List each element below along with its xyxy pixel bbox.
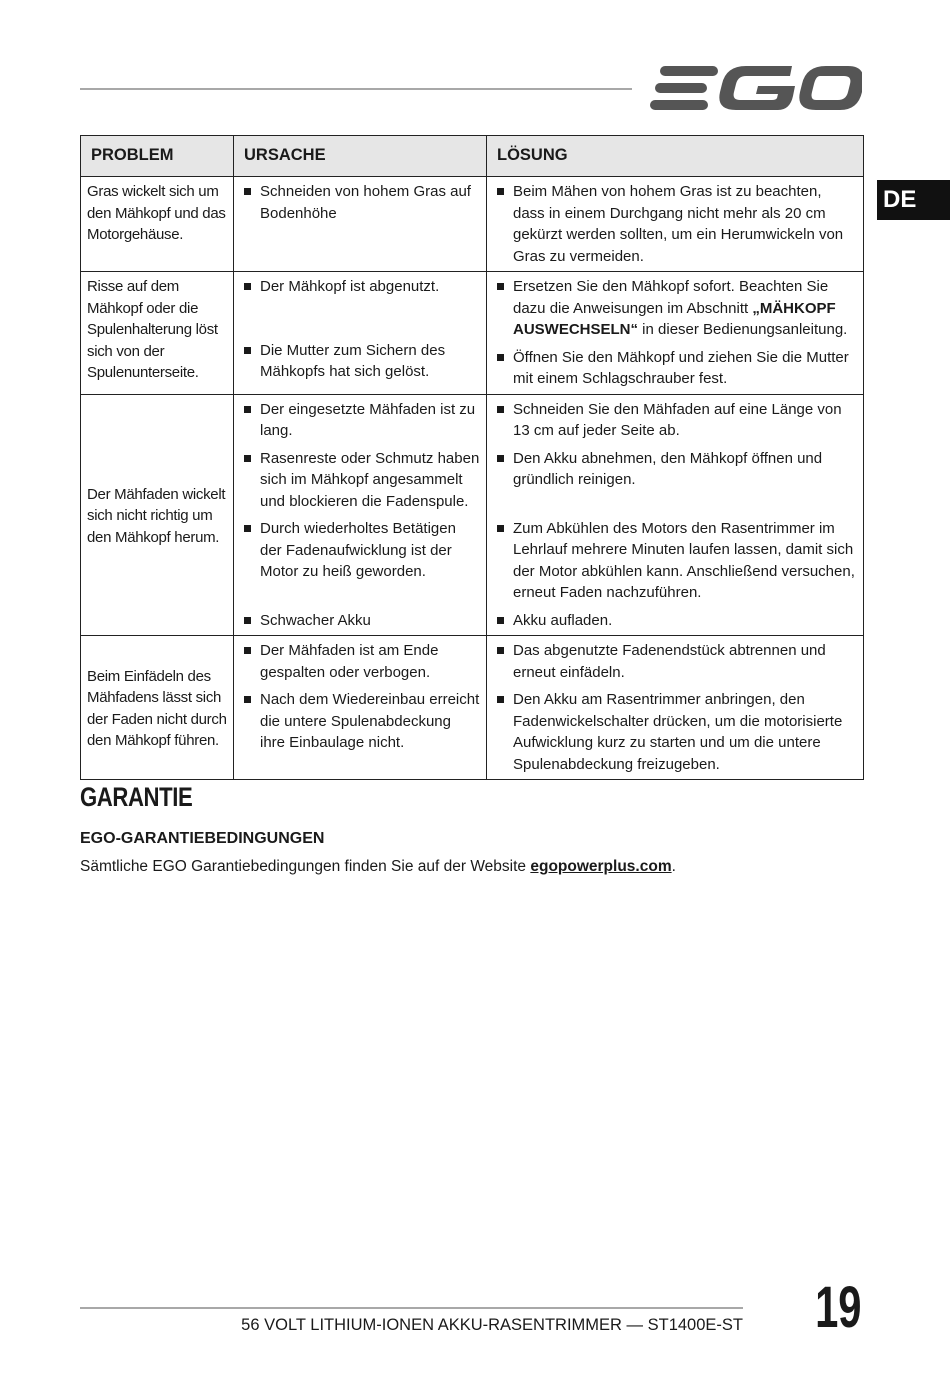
problem-cell: Der Mähfaden wickelt sich nicht richtig um den Mähkopf herum.: [81, 394, 234, 636]
solution-cell: [487, 636, 864, 780]
list-item: Schwacher Akku: [240, 610, 480, 632]
list-item: Das abgenutzte Fadenendstück abtrennen und erneut einfädeln.: [493, 640, 857, 683]
warranty-text: Sämtliche EGO Garantiebedingungen finden Sie auf der Website egopowerplus.com.: [80, 858, 676, 875]
bullet-icon: [497, 455, 504, 462]
bullet-icon: [497, 283, 504, 290]
list-item: Schneiden von hohem Gras auf Bodenhöhe: [240, 181, 480, 224]
cause-cell: [234, 636, 487, 780]
bullet-icon: [244, 406, 251, 413]
header-rule: [80, 88, 632, 90]
bullet-icon: [244, 647, 251, 654]
ego-logo: [650, 62, 862, 114]
list-item: Die Mutter zum Sichern des Mähkopfs hat sich gelöst.: [240, 340, 480, 383]
bullet-icon: [244, 696, 251, 703]
problem-cell: Beim Einfädeln des Mähfadens lässt sich der Faden nicht durch den Mähkopf führen.: [81, 636, 234, 780]
table-header-row: [81, 136, 864, 177]
list-item: Öffnen Sie den Mähkopf und ziehen Sie die Mutter mit einem Schlagschrauber fest.: [493, 347, 857, 390]
list-item: Ersetzen Sie den Mähkopf sofort. Beachten Sie dazu die Anweisungen im Abschnitt „MÄHKOPF AUSWECHSELN“ in dieser Bedienungsanleitung.: [493, 276, 857, 341]
bullet-icon: [244, 617, 251, 624]
list-item: Durch wiederholtes Betätigen der Fadenaufwicklung ist der Motor zu heiß geworden.: [240, 518, 480, 583]
bullet-icon: [497, 406, 504, 413]
solution-cell: [487, 394, 864, 636]
list-item: Den Akku am Rasentrimmer anbringen, den Fadenwickelschalter drücken, um die motorisierte Aufwicklung kurz zu starten und um die untere Spulenabdeckung freizugeben.: [493, 689, 857, 775]
bullet-icon: [497, 354, 504, 361]
list-item: Der Mähfaden ist am Ende gespalten oder verbogen.: [240, 640, 480, 683]
list-item: Rasenreste oder Schmutz haben sich im Mähkopf angesammelt und blockieren die Fadenspule.: [240, 448, 480, 513]
bullet-icon: [497, 696, 504, 703]
list-item: Der Mähkopf ist abgenutzt.: [240, 276, 480, 298]
bullet-icon: [497, 647, 504, 654]
cause-cell: [234, 272, 487, 395]
table-row: [81, 636, 864, 780]
language-tab[interactable]: DE: [877, 180, 950, 220]
list-item: Akku aufladen.: [493, 610, 857, 632]
cause-cell: [234, 177, 487, 272]
bullet-icon: [244, 347, 251, 354]
list-item: Schneiden Sie den Mähfaden auf eine Länge von 13 cm auf jeder Seite ab.: [493, 399, 857, 442]
table-row: [81, 394, 864, 636]
troubleshooting-table: [80, 135, 864, 780]
solution-cell: [487, 272, 864, 395]
list-item: Der eingesetzte Mähfaden ist zu lang.: [240, 399, 480, 442]
footer-text: 56 VOLT LITHIUM-IONEN AKKU-RASENTRIMMER — ST1400E-ST: [241, 1316, 743, 1334]
column-header-solution: LÖSUNG: [487, 136, 864, 177]
page-number: 19: [815, 1275, 862, 1340]
bullet-icon: [497, 525, 504, 532]
list-item: Beim Mähen von hohem Gras ist zu beachten, dass in einem Durchgang nicht mehr als 20 cm gekürzt werden sollten, um ein Herumwickeln von Gras zu vermeiden.: [493, 181, 857, 267]
problem-cell: Risse auf dem Mähkopf oder die Spulenhalterung löst sich von der Spulenunterseite.: [81, 272, 234, 395]
website-link[interactable]: egopowerplus.com: [530, 858, 672, 875]
subsection-title: EGO-GARANTIEBEDINGUNGEN: [80, 830, 325, 847]
table-row: [81, 272, 864, 395]
bullet-icon: [497, 617, 504, 624]
list-item: Nach dem Wiedereinbau erreicht die untere Spulenabdeckung ihre Einbaulage nicht.: [240, 689, 480, 754]
bullet-icon: [244, 455, 251, 462]
problem-cell: Gras wickelt sich um den Mähkopf und das Motorgehäuse.: [81, 177, 234, 272]
section-title: GARANTIE: [80, 782, 193, 812]
bullet-icon: [244, 188, 251, 195]
bullet-icon: [497, 188, 504, 195]
solution-cell: [487, 177, 864, 272]
column-header-problem: PROBLEM: [81, 136, 234, 177]
list-item: Zum Abkühlen des Motors den Rasentrimmer im Lehrlauf mehrere Minuten laufen lassen, damit sich der Motor abkühlen kann. Anschließend versuchen, erneut Faden nachzuführen.: [493, 518, 857, 604]
list-item: Den Akku abnehmen, den Mähkopf öffnen und gründlich reinigen.: [493, 448, 857, 491]
bullet-icon: [244, 283, 251, 290]
cause-cell: [234, 394, 487, 636]
table-row: [81, 177, 864, 272]
footer-rule: [80, 1307, 743, 1309]
bullet-icon: [244, 525, 251, 532]
column-header-cause: URSACHE: [234, 136, 487, 177]
